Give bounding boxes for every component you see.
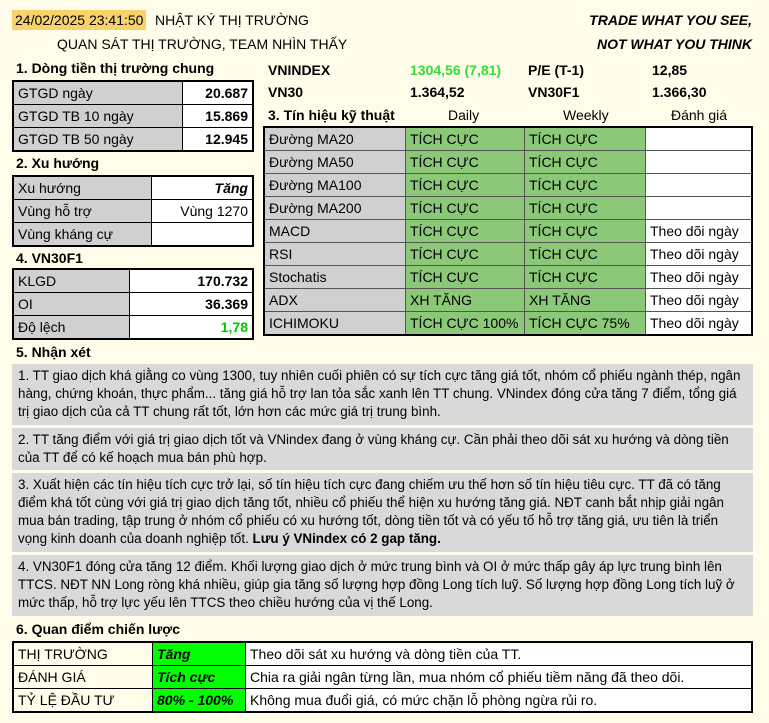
trend-label: Vùng hỗ trợ [13,200,151,223]
table-row [13,200,253,223]
vn30f1-table [12,268,254,340]
comment-3-text: 3. Xuất hiện các tín hiệu tích cực trở lại, số tín hiệu tích cực đang chiếm ưu thế hơn số tín hiệu tiêu cực. TT đã có tăng điểm khá tốt cùng với giá trị giao dịch tăng tốt, nhiều cổ phiếu thể hiện xu hướng tăng giá. NĐT canh bắt nhịp giải ngân mua bán trading, tập trung ở nhóm cổ phiếu có xu hướng tốt, dòng tiền tốt và có yếu tố hỗ trợ tăng giá, ưu tiên là triển vọng kinh doanh của doanh nghiệp tốt. [18,477,724,546]
cashflow-value: 12.945 [182,128,253,152]
vn30f1-label: KLGD [13,269,130,293]
signal-rating: Theo dõi ngày [646,312,753,336]
table-row [264,197,752,220]
comments-title: 5. Nhận xét [16,344,91,360]
cashflow-table [12,80,254,152]
strategy-desc: Không mua đuổi giá, có mức chặn lỗ phòng ngừa rủi ro. [246,689,753,713]
report-subtitle: QUAN SÁT THỊ TRƯỜNG, TEAM NHÌN THẤY [57,36,348,52]
comment-3-note: Lưu ý VNindex có 2 gap tăng. [252,531,441,546]
signal-rating [646,151,753,174]
table-row [13,81,253,105]
vn30f1-label: Độ lệch [13,316,130,340]
signal-rating: Theo dõi ngày [646,289,753,312]
strategy-label: TỶ LỆ ĐẦU TƯ [13,689,153,713]
table-row [13,269,253,293]
trend-label: Vùng kháng cự [13,223,151,247]
signal-name: MACD [264,220,406,243]
table-row [264,289,752,312]
signal-name: Đường MA100 [264,174,406,197]
strategy-desc: Theo dõi sát xu hướng và dòng tiền của TT. [246,642,753,666]
signal-weekly: XH TĂNG [525,289,646,312]
table-row [13,176,253,200]
signal-daily: TÍCH CỰC [406,174,525,197]
vn30f1-index-label: VN30F1 [528,84,580,100]
cashflow-label: GTGD TB 50 ngày [13,128,182,152]
cashflow-label: GTGD TB 10 ngày [13,105,182,128]
table-row [264,243,752,266]
comment-1: 1. TT giao dịch khá giằng co vùng 1300, tuy nhiên cuối phiên có sự tích cực tăng giá tốt, nhóm cổ phiếu ngành thép, ngân hàng, chứng khoán, thực phẩm... tăng giá hỗ trợ lan tỏa sắc xanh lên TT chung. VNindex đóng cửa tăng 7 điểm, tổng giá trị giao dịch của cả TT chung rất tốt, lớn hơn các mức giá trị trung bình. [12,364,753,425]
strategy-desc: Chia ra giải ngân từng lần, mua nhóm cổ phiếu tiềm năng đã theo dõi. [246,666,753,689]
strategy-value: Tích cực [153,666,246,689]
signal-name: RSI [264,243,406,266]
strategy-value: 80% - 100% [153,689,246,713]
signal-daily: TÍCH CỰC 100% [406,312,525,336]
cashflow-value: 20.687 [182,81,253,105]
cashflow-title: 1. Dòng tiền thị trường chung [16,60,215,76]
signal-weekly: TÍCH CỰC [525,266,646,289]
report-title: NHẬT KÝ THỊ TRƯỜNG [155,12,309,28]
signal-weekly: TÍCH CỰC [525,127,646,151]
cashflow-label: GTGD ngày [13,81,182,105]
table-row [13,689,752,713]
signals-table [263,126,753,336]
signal-daily: TÍCH CỰC [406,197,525,220]
vnindex-value: 1304,56 (7,81) [410,62,502,78]
table-row [13,642,752,666]
signal-name: Đường MA50 [264,151,406,174]
signal-daily: XH TĂNG [406,289,525,312]
table-row [13,316,253,340]
vn30-label: VN30 [268,84,304,100]
col-daily: Daily [448,107,480,123]
table-row [264,266,752,289]
signal-name: ICHIMOKU [264,312,406,336]
vn30f1-label: OI [13,293,130,316]
strategy-label: THỊ TRƯỜNG [13,642,153,666]
table-row [264,127,752,151]
table-row [264,312,752,336]
signal-daily: TÍCH CỰC [406,243,525,266]
trend-table [12,175,254,247]
table-row [13,105,253,128]
signal-daily: TÍCH CỰC [406,127,525,151]
signal-rating: Theo dõi ngày [646,220,753,243]
strategy-label: ĐÁNH GIÁ [13,666,153,689]
signal-weekly: TÍCH CỰC [525,174,646,197]
vn30f1-index-value: 1.366,30 [652,84,707,100]
table-row [13,666,752,689]
signal-rating: Theo dõi ngày [646,243,753,266]
signal-rating [646,127,753,151]
table-row [264,220,752,243]
signal-name: Stochatis [264,266,406,289]
trend-title: 2. Xu hướng [16,155,100,171]
comment-3 [12,473,753,552]
signal-name: ADX [264,289,406,312]
table-row [13,293,253,316]
strategy-table [12,641,753,713]
signal-weekly: TÍCH CỰC [525,197,646,220]
signal-daily: TÍCH CỰC [406,266,525,289]
report-datetime: 24/02/2025 23:41:50 [12,10,146,30]
pe-label: P/E (T-1) [528,62,585,78]
signal-rating [646,174,753,197]
signal-name: Đường MA20 [264,127,406,151]
vn30f1-value: 36.369 [130,293,253,316]
vn30f1-value: 1,78 [130,316,253,340]
signal-daily: TÍCH CỰC [406,220,525,243]
vn30-value: 1.364,52 [410,84,465,100]
cashflow-value: 15.869 [182,105,253,128]
table-row [264,151,752,174]
signal-name: Đường MA200 [264,197,406,220]
signal-daily: TÍCH CỰC [406,151,525,174]
signal-weekly: TÍCH CỰC [525,151,646,174]
table-row [264,174,752,197]
pe-value: 12,85 [652,62,688,78]
resistance-value [151,223,253,247]
comment-4: 4. VN30F1 đóng cửa tăng 12 điểm. Khối lượng giao dịch ở mức trung bình và OI ở mức thấp gây áp lực trung bình lên TTCS. NĐT NN Long ròng khá nhiều, giúp gia tăng số lượng hợp đồng Long tích luỹ. Số lượng hợp đồng Long tích luỹ ở mức thấp, hỗ trợ lực yếu lên TTCS theo chiều hướng của vị thế Long. [12,555,753,616]
signal-weekly: TÍCH CỰC 75% [525,312,646,336]
vn30f1-value: 170.732 [130,269,253,293]
support-value: Vùng 1270 [151,200,253,223]
signal-rating: Theo dõi ngày [646,266,753,289]
col-weekly: Weekly [563,107,609,123]
vnindex-label: VNINDEX [268,62,331,78]
trend-label: Xu hướng [13,176,151,200]
signal-weekly: TÍCH CỰC [525,243,646,266]
strategy-value: Tăng [153,642,246,666]
slogan-line-1: TRADE WHAT YOU SEE, [589,12,752,28]
signal-rating [646,197,753,220]
table-row [13,223,253,247]
col-rating: Đánh giá [671,107,728,123]
trend-value: Tăng [151,176,253,200]
signals-title: 3. Tín hiệu kỹ thuật [268,107,395,123]
comment-2: 2. TT tăng điểm với giá trị giao dịch tốt và VNindex đang ở vùng kháng cự. Cần phải theo dõi sát xu hướng và dòng tiền của TT để có kế hoạch mua bán phù hợp. [12,428,753,470]
slogan-line-2: NOT WHAT YOU THINK [596,36,752,52]
strategy-title: 6. Quan điểm chiến lược [16,621,181,637]
signal-weekly: TÍCH CỰC [525,220,646,243]
table-row [13,128,253,152]
vn30f1-title: 4. VN30F1 [16,250,83,266]
